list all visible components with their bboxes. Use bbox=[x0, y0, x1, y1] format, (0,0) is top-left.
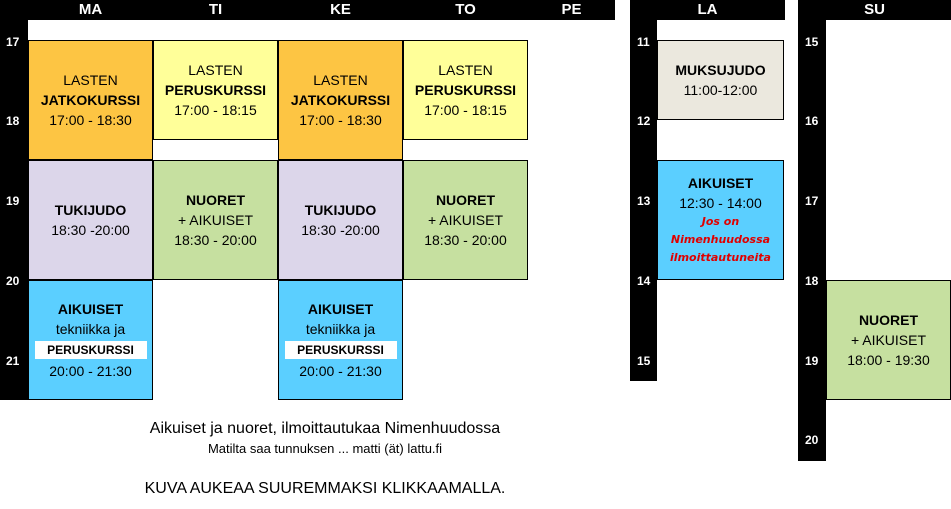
session-time: 17:00 - 18:30 bbox=[49, 112, 132, 128]
session-ke-lasten-jatkokurssi bbox=[278, 40, 403, 160]
session-time: 12:30 - 14:00 bbox=[679, 195, 762, 211]
hour-label-15: 15 bbox=[637, 354, 651, 368]
session-time: 18:30 - 20:00 bbox=[424, 232, 507, 248]
session-su-nuoret bbox=[826, 280, 951, 400]
hour-label-19: 19 bbox=[6, 194, 20, 208]
hour-label-20: 20 bbox=[6, 274, 20, 288]
session-time: 18:30 - 20:00 bbox=[174, 232, 257, 248]
session-note-line: Nimenhuudossa bbox=[670, 233, 771, 246]
session-ti-nuoret bbox=[153, 160, 278, 280]
session-title: NUORET bbox=[858, 312, 919, 328]
session-subtitle: + AIKUISET bbox=[850, 332, 927, 348]
session-title: JATKOKURSSI bbox=[40, 92, 141, 108]
session-ke-aikuiset bbox=[278, 280, 403, 400]
sunday-hour-gutter bbox=[798, 0, 826, 461]
session-title: AIKUISET bbox=[57, 301, 124, 317]
hour-label-11: 11 bbox=[637, 35, 650, 49]
session-time: 20:00 - 21:30 bbox=[49, 363, 132, 379]
session-title: NUORET bbox=[185, 192, 246, 208]
hour-label-19: 19 bbox=[805, 354, 819, 368]
session-time: 20:00 - 21:30 bbox=[299, 363, 382, 379]
header-to: TO bbox=[403, 0, 528, 20]
saturday-hour-gutter bbox=[630, 0, 657, 381]
footer-enlarge-link[interactable]: KUVA AUKEAA SUUREMMAKSI KLIKKAAMALLA. bbox=[144, 480, 506, 497]
hour-label-18: 18 bbox=[805, 274, 819, 288]
hour-label-16: 16 bbox=[805, 114, 819, 128]
session-title: PERUSKURSSI bbox=[414, 82, 517, 98]
session-title: TUKIJUDO bbox=[54, 202, 127, 218]
session-to-lasten-peruskurssi bbox=[403, 40, 528, 140]
header-su: SU bbox=[798, 0, 951, 20]
hour-label-17: 17 bbox=[6, 35, 20, 49]
session-subtitle: + AIKUISET bbox=[177, 212, 254, 228]
header-ke: KE bbox=[278, 0, 403, 20]
session-time: 17:00 - 18:15 bbox=[424, 102, 507, 118]
hour-label-12: 12 bbox=[637, 114, 651, 128]
session-time: 17:00 - 18:30 bbox=[299, 112, 382, 128]
hour-label-17: 17 bbox=[805, 194, 819, 208]
hour-label-14: 14 bbox=[637, 274, 651, 288]
session-title: TUKIJUDO bbox=[304, 202, 377, 218]
hour-label-20: 20 bbox=[805, 433, 819, 447]
session-la-muksujudo bbox=[657, 40, 784, 120]
peruskurssi-badge: PERUSKURSSI bbox=[285, 341, 397, 359]
session-time: 18:30 -20:00 bbox=[51, 222, 130, 238]
session-title: AIKUISET bbox=[307, 301, 374, 317]
footer-registration-note: Aikuiset ja nuoret, ilmoittautukaa Nimenhuudossa bbox=[149, 420, 501, 437]
session-la-aikuiset bbox=[657, 160, 784, 280]
session-ke-tukijudo bbox=[278, 160, 403, 280]
session-category: LASTEN bbox=[313, 72, 368, 88]
hour-label-18: 18 bbox=[6, 114, 20, 128]
session-title: JATKOKURSSI bbox=[290, 92, 391, 108]
footer-contact-note: Matilta saa tunnuksen ... matti (ät) lattu.fi bbox=[207, 441, 443, 456]
session-time: 11:00-12:00 bbox=[683, 82, 758, 98]
session-category: LASTEN bbox=[188, 62, 243, 78]
session-category: LASTEN bbox=[63, 72, 118, 88]
session-title: AIKUISET bbox=[687, 175, 754, 191]
session-note-line: ilmoittautuneita bbox=[670, 251, 771, 264]
session-time: 18:30 -20:00 bbox=[301, 222, 380, 238]
session-ti-lasten-peruskurssi bbox=[153, 40, 278, 140]
hour-label-15: 15 bbox=[805, 35, 819, 49]
session-ma-aikuiset bbox=[28, 280, 153, 400]
session-category: LASTEN bbox=[438, 62, 493, 78]
session-time: 18:00 - 19:30 bbox=[847, 352, 930, 368]
header-la: LA bbox=[630, 0, 785, 20]
session-to-nuoret bbox=[403, 160, 528, 280]
session-subtitle: tekniikka ja bbox=[55, 321, 126, 337]
session-ma-tukijudo bbox=[28, 160, 153, 280]
session-subtitle: tekniikka ja bbox=[305, 321, 376, 337]
header-ma: MA bbox=[28, 0, 153, 20]
hour-label-21: 21 bbox=[6, 354, 20, 368]
session-title: PERUSKURSSI bbox=[164, 82, 267, 98]
header-pe: PE bbox=[528, 0, 615, 20]
session-title: NUORET bbox=[435, 192, 496, 208]
session-note-line: Jos on bbox=[701, 215, 740, 228]
session-title: MUKSUJUDO bbox=[675, 62, 766, 78]
session-ma-lasten-jatkokurssi bbox=[28, 40, 153, 160]
session-subtitle: + AIKUISET bbox=[427, 212, 504, 228]
hour-label-13: 13 bbox=[637, 194, 651, 208]
peruskurssi-badge: PERUSKURSSI bbox=[35, 341, 147, 359]
header-ti: TI bbox=[153, 0, 278, 20]
session-time: 17:00 - 18:15 bbox=[174, 102, 257, 118]
